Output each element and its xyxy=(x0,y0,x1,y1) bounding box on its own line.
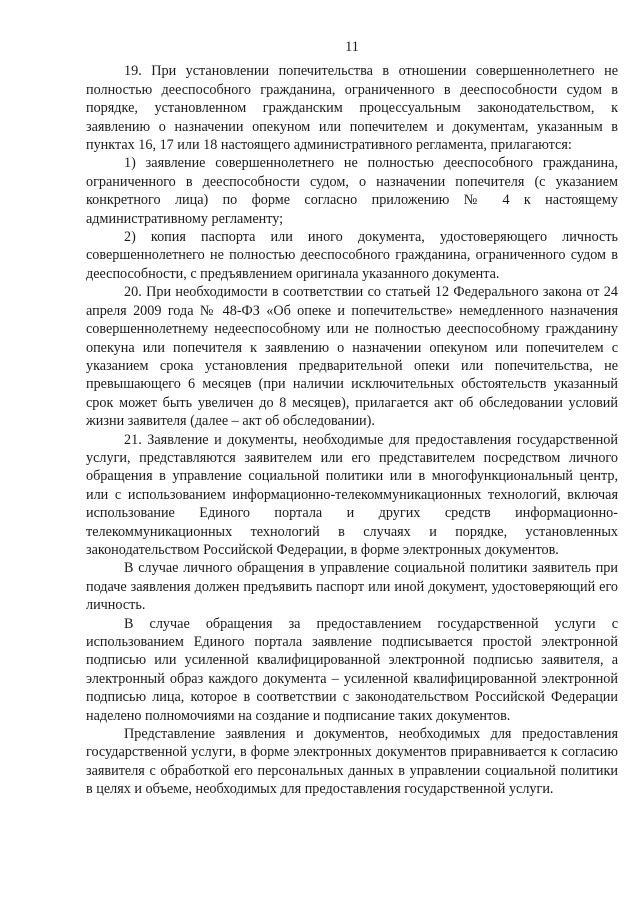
paragraph-21: 21. Заявление и документы, необходимые для предоставления государственной услуги, представляются заявителем или его представителем посредством личного обращения в управление социальной политики или в многофункциональный центр, или с использованием информационно-телекоммуникационных технологий, включая использование Единого портала и других средств информационно-телекоммуникационных технологий в случаях и порядке, установленных законодательством Российской Федерации, в форме электронных документов. xyxy=(86,431,618,558)
paragraph-personal-appeal: В случае личного обращения в управление социальной политики заявитель при подаче заявления должен предъявить паспорт или иной документ, удостоверяющий его личность. xyxy=(86,560,618,614)
paragraph-20: 20. При необходимости в соответствии со статьей 12 Федерального закона от 24 апреля 2009 года № 48-ФЗ «Об опеке и попечительстве» немедленного назначения совершеннолетнему недееспособному или не полностью дееспособному гражданину опекуна или попечителя к заявлению о назначении опекуном или попечителем с указанием срока установления предварительной опеки или попечительства, не превышающего 6 месяцев (при наличии исключительных обстоятельств указанный срок может быть увеличен до 8 месяцев), прилагается акт об обследовании условий жизни заявителя (далее – акт об обследовании). xyxy=(86,284,618,430)
paragraph-19-item-1: 1) заявление совершеннолетнего не полностью дееспособного гражданина, ограниченного в дееспособности судом, о назначении попечителя (с указанием конкретного лица) по форме согласно приложению № 4 к настоящему административному регламенту; xyxy=(86,155,618,227)
paragraph-single-portal: В случае обращения за предоставлением государственной услуги с использованием Единого портала заявление подписывается простой электронной подписью или усиленной квалифицированной электронной подписью заявителя, а электронный образ каждого документа – усиленной квалифицированной электронной подписью лица, которое в соответствии с законодательством Российской Федерации наделено полномочиями на создание и подписание таких документов. xyxy=(86,615,618,724)
page-number: 11 xyxy=(345,39,359,55)
paragraph-19-item-2: 2) копия паспорта или иного документа, удостоверяющего личность совершеннолетнего не полностью дееспособного гражданина, ограниченного судом в дееспособности, с предъявлением оригинала указанного документа. xyxy=(86,229,618,282)
paragraph-electronic-consent: Представление заявления и документов, необходимых для предоставления государственной услуги, в форме электронных документов приравнивается к согласию заявителя с обработкой его персональных данных в управлении социальной политики в целях и объеме, необходимых для предоставления государственной услуги. xyxy=(86,726,618,798)
document-page xyxy=(86,38,618,799)
paragraph-19: 19. При установлении попечительства в отношении совершеннолетнего не полностью дееспособного гражданина, ограниченного в дееспособности судом в порядке, установленном гражданским процессуальным законодательством, к заявлению о назначении опекуном или попечителем и документам, указанным в пунктах 16, 17 или 18 настоящего административного регламента, прилагаются: xyxy=(86,63,618,154)
